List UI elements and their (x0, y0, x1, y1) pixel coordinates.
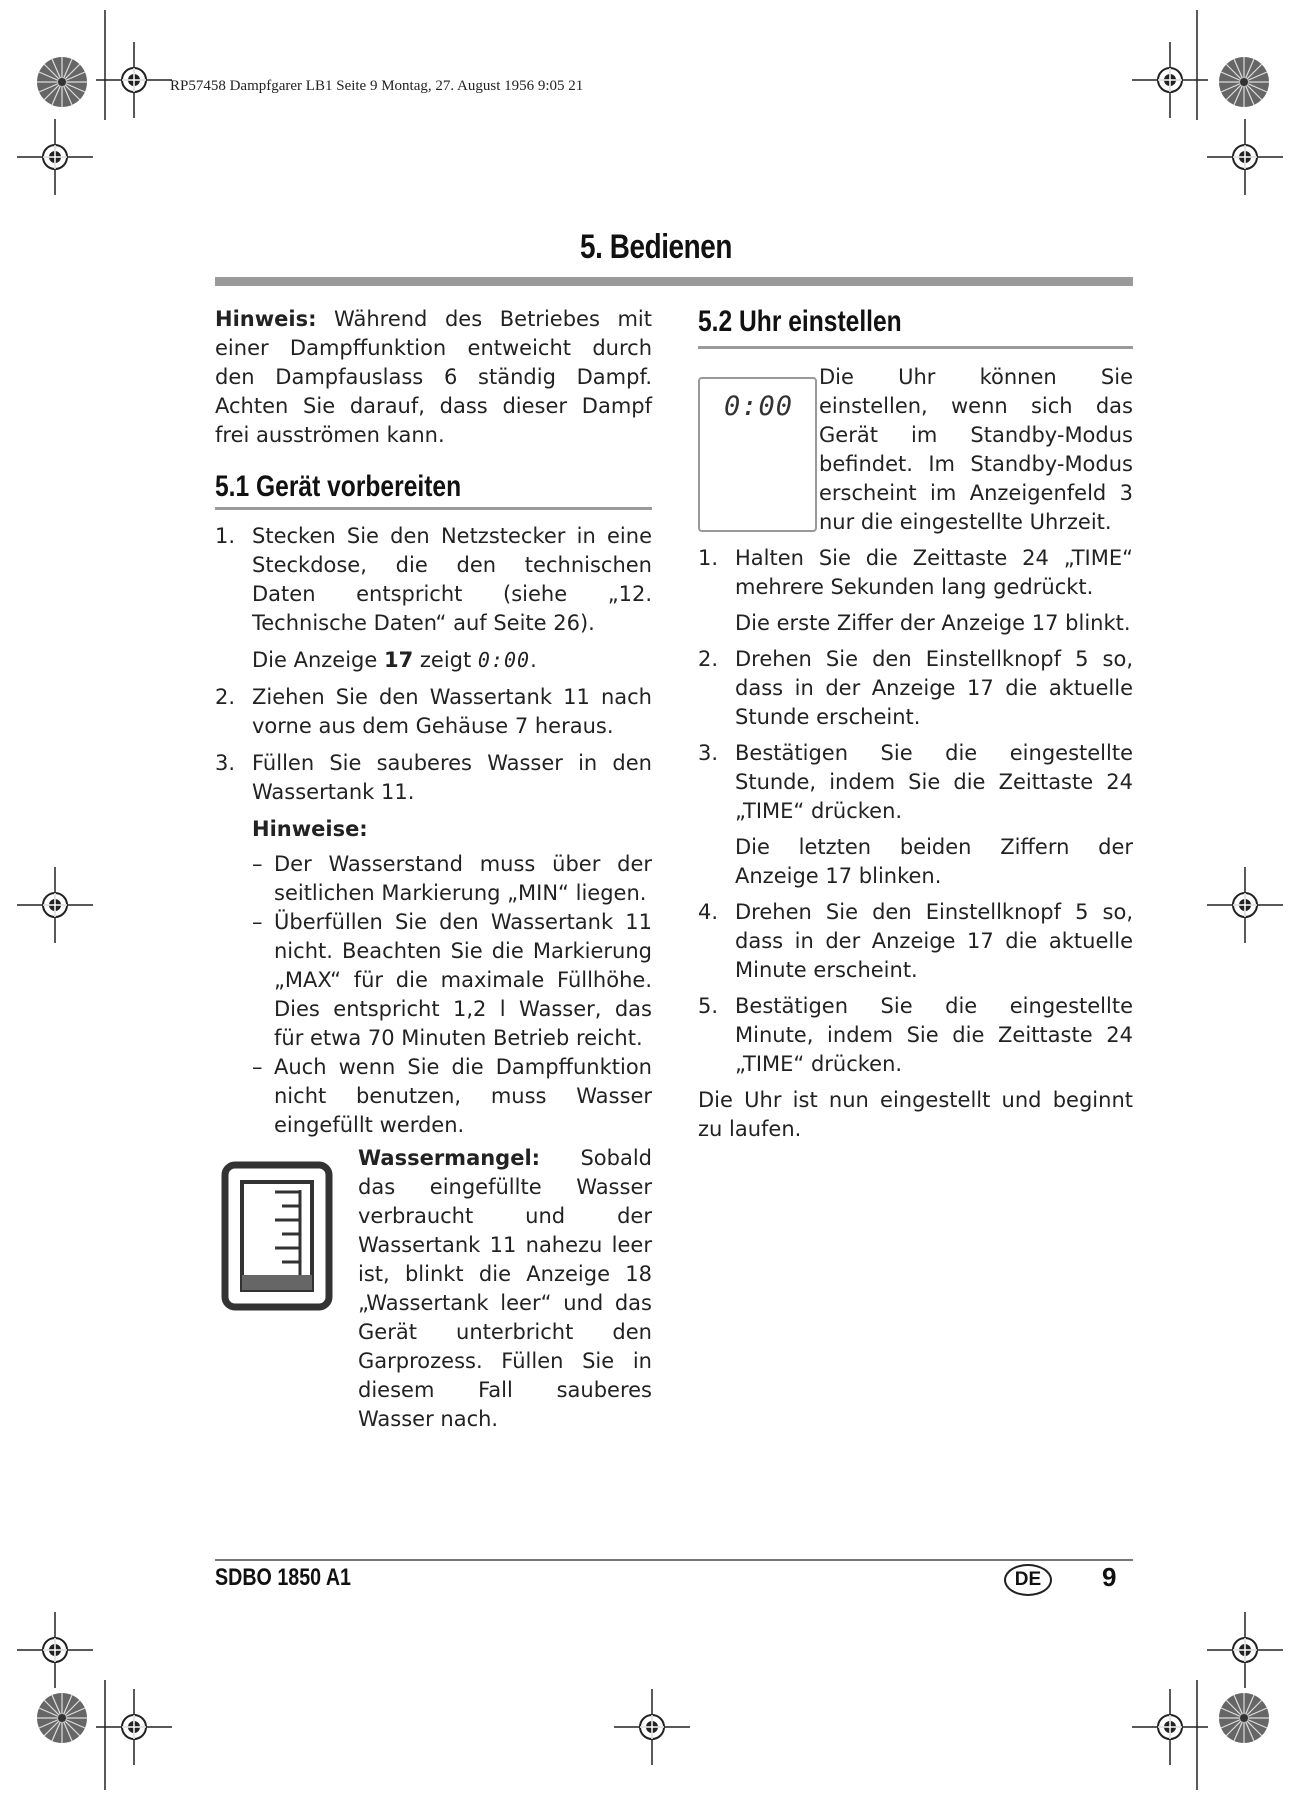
list-item-number: 2. (698, 647, 719, 671)
hint-item (252, 850, 652, 908)
list-item (215, 749, 652, 807)
step-result: Die erste Ziffer der Anzeige 17 blinkt. (735, 611, 1131, 635)
list-item-number: 5. (698, 994, 719, 1018)
clock-intro (819, 363, 1133, 537)
list-item (698, 645, 1133, 732)
print-slug: RP57458 Dampfgarer LB1 Seite 9 Montag, 27. August 1956 9:05 21 (170, 78, 584, 94)
ref-number: 17 (383, 648, 414, 672)
chapter-rule (215, 277, 1133, 286)
list-item (698, 992, 1133, 1079)
list-item (698, 898, 1133, 985)
list-item-text: Füllen Sie sauberes Wasser in den Wassertank 11. (252, 751, 652, 804)
list-item-text: Bestätigen Sie die eingestellte Stunde, indem Sie die Zeittaste 24 „TIME“ drücken. (735, 741, 1133, 823)
list-item (698, 739, 1133, 826)
list-item-number: 2. (215, 685, 236, 709)
hints-title: Hinweise: (252, 817, 368, 841)
water-shortage-label: Wassermangel: (358, 1146, 541, 1170)
result-text: Die Anzeige (252, 648, 384, 672)
clock-display-illustration (698, 377, 817, 532)
list-item-text: Drehen Sie den Einstellknopf 5 so, dass in der Anzeige 17 die aktuelle Minute erscheint. (735, 900, 1133, 982)
list-item-text: Drehen Sie den Einstellknopf 5 so, dass in der Anzeige 17 die aktuelle Stunde erscheint. (735, 647, 1133, 729)
note-text: Während des Betriebes mit einer Dampffunktion entweicht durch den Dampfauslass 6 ständig Dampf. Achten Sie darauf, dass dieser Dampf frei ausströmen kann. (215, 307, 652, 447)
language-badge: DE (1004, 1564, 1052, 1596)
section-rule (698, 346, 1133, 349)
note-label: Hinweis: (215, 307, 317, 331)
list-item-text: Ziehen Sie den Wassertank 11 nach vorne aus dem Gehäuse 7 heraus. (252, 685, 652, 738)
clock-steps (698, 544, 1133, 1144)
left-column (215, 305, 652, 1140)
list-item (698, 544, 1133, 602)
list-item-number: 1. (215, 524, 236, 548)
list-item-text: Stecken Sie den Netzstecker in eine Steckdose, die den technischen Daten entspricht (siehe „12. Technische Daten“ auf Seite 26). (252, 524, 652, 635)
list-item-number: 3. (698, 741, 719, 765)
closing-text: Die Uhr ist nun eingestellt und beginnt zu laufen. (698, 1088, 1133, 1141)
step-result: Die letzten beiden Ziffern der Anzeige 17 blinken. (735, 835, 1133, 888)
list-item-number: 1. (698, 546, 719, 570)
footer-rule (215, 1559, 1133, 1561)
step-result (215, 646, 652, 675)
section-title-clock: 5.2 Uhr einstellen (698, 305, 902, 338)
section-rule (215, 507, 652, 510)
list-item-number: 4. (698, 900, 719, 924)
list-item-number: 3. (215, 751, 236, 775)
list-item-text: Bestätigen Sie die eingestellte Minute, indem Sie die Zeittaste 24 „TIME“ drücken. (735, 994, 1133, 1076)
section-title-prepare: 5.1 Gerät vorbereiten (215, 470, 462, 503)
display-readout: 0:00 (477, 648, 531, 672)
hint-text: Der Wasserstand muss über der seitlichen Markierung „MIN“ liegen. (274, 852, 652, 905)
list-item-text: Halten Sie die Zeittaste 24 „TIME“ mehrere Sekunden lang gedrückt. (735, 546, 1133, 599)
water-shortage-text: Sobald das eingefüllte Wasser verbraucht und der Wassertank 11 nahezu leer ist, blinkt die Anzeige 18 „Wassertank leer“ und das Gerät unterbricht den Garprozess. Füllen Sie in diesem Fall sauberes Wasser nach. (358, 1146, 652, 1431)
list-item (215, 683, 652, 741)
dash-marker: – (252, 852, 263, 876)
clock-intro-text: Die Uhr können Sie einstellen, wenn sich das Gerät im Standby-Modus befindet. Im Standby-Modus erscheint im Anzeigenfeld 3 nur die eingestellte Uhrzeit. (819, 365, 1133, 534)
list-item (215, 522, 652, 638)
water-shortage-note (358, 1144, 652, 1434)
page-number: 9 (1102, 1562, 1117, 1592)
hints-list (215, 850, 652, 1140)
hint-text: Auch wenn Sie die Dampffunktion nicht benutzen, muss Wasser eingefüllt werden. (274, 1055, 652, 1137)
hint-item (252, 908, 652, 1053)
hint-text: Überfüllen Sie den Wassertank 11 nicht. Beachten Sie die Markierung „MAX“ für die maximale Füllhöhe. Dies entspricht 1,2 l Wasser, das für etwa 70 Minuten Betrieb reicht. (274, 910, 652, 1050)
dash-marker: – (252, 910, 263, 934)
result-text: zeigt (413, 648, 478, 672)
display-readout: 0:00 (724, 391, 794, 422)
safety-note (215, 305, 652, 450)
hint-item (252, 1053, 652, 1140)
footer-model: SDBO 1850 A1 (215, 1564, 352, 1591)
dash-marker: – (252, 1055, 263, 1079)
chapter-title: 5. Bedienen (580, 228, 732, 266)
water-tank-icon (220, 1160, 334, 1312)
result-text: . (530, 648, 537, 672)
